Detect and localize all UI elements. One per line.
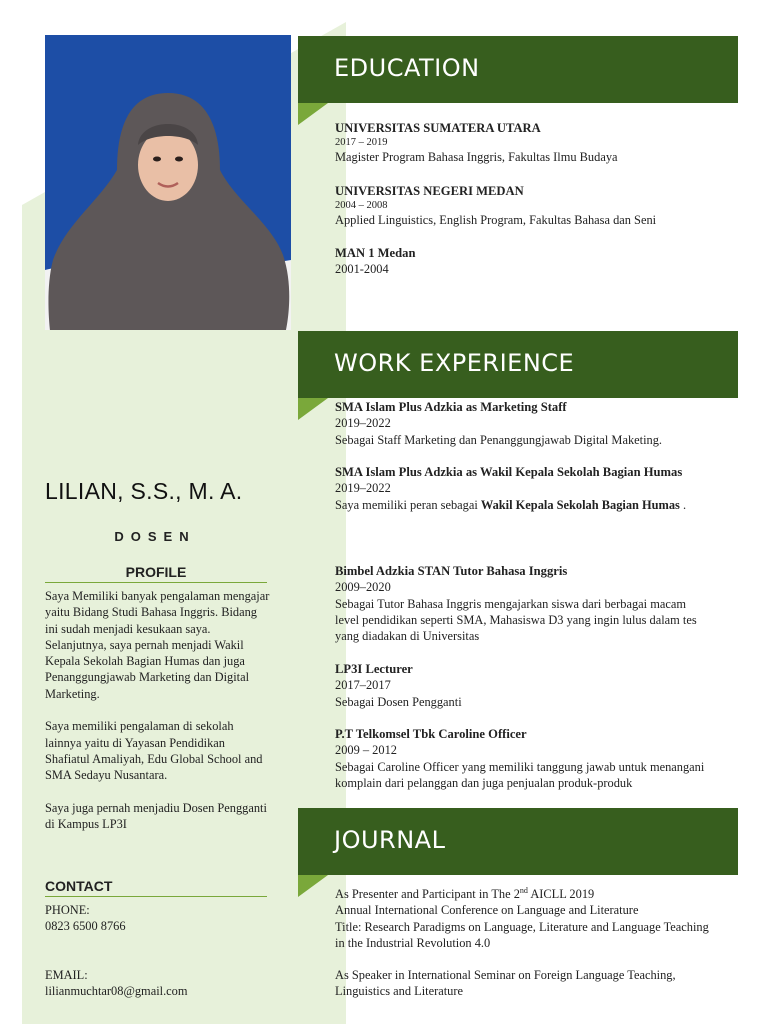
profile-paragraph: Saya Memiliki banyak pengalaman mengajar yaitu Bidang Studi Bahasa Inggris. Bidang ini sudah menjadi kesukaan saya. Selanjutnya, saya pernah menjadi Wakil Kepala Sekolah Bagian Humas dan juga Penanggungjawab Marketing dan Digital Marketing. — [45, 589, 270, 701]
profile-text — [45, 588, 270, 849]
profile-paragraph: Saya juga pernah menjadiu Dosen Pengganti di Kampus LP3I — [45, 800, 267, 832]
education-heading: EDUCATION — [334, 54, 480, 82]
journal-line-text: As Presenter and Participant in The 2 — [335, 887, 520, 901]
work-item — [335, 726, 710, 791]
education-years: 2017 – 2019 — [335, 137, 388, 149]
journal-line: Title: Research Paradigms on Language, Literature and Language Teaching in the Industrial Revolution 4.0 — [335, 919, 709, 950]
work-desc: Sebagai Caroline Officer yang memiliki tanggung jawab untuk menangani komplain dari pelanggan dan juga penjualan produk-produk — [335, 759, 705, 790]
journal-heading: JOURNAL — [334, 826, 446, 854]
work-item — [335, 661, 710, 710]
work-band-corner — [298, 398, 328, 420]
work-band — [298, 331, 738, 398]
education-school: MAN 1 Medan — [335, 246, 416, 260]
work-desc-end: . — [679, 497, 687, 512]
contact-details — [45, 902, 270, 999]
phone-label: PHONE: — [45, 903, 90, 917]
journal-line — [335, 886, 710, 902]
work-heading: WORK EXPERIENCE — [334, 349, 575, 377]
work-desc-text: Saya memiliki peran sebagai — [335, 497, 481, 512]
work-item — [335, 399, 710, 448]
work-desc: Sebagai Tutor Bahasa Inggris mengajarkan siswa dari berbagai macam level pendidikan seperti SMA, Mahasiswa D3 yang ingin lulus dalam tes yang diadakan di Universitas — [335, 596, 697, 644]
work-title: Bimbel Adzkia STAN Tutor Bahasa Inggris — [335, 564, 568, 578]
spacer — [335, 951, 710, 967]
journal-line-end: AICLL 2019 — [527, 887, 595, 901]
phone-number[interactable]: 0823 6500 8766 — [45, 919, 126, 934]
journal-item — [335, 886, 710, 1000]
journal-line-sup: nd — [519, 885, 528, 895]
education-item — [335, 245, 710, 278]
journal-band-corner — [298, 875, 328, 897]
work-years: 2009–2020 — [335, 580, 391, 595]
work-years: 2017–2017 — [335, 678, 391, 693]
journal-line: Annual International Conference on Language and Literature — [335, 903, 639, 918]
work-desc-bold: Wakil Kepala Sekolah Bagian Humas — [480, 497, 680, 512]
education-years: 2001-2004 — [335, 262, 389, 277]
work-title: SMA Islam Plus Adzkia as Marketing Staff — [335, 400, 567, 414]
education-desc: Applied Linguistics, English Program, Fakultas Bahasa dan Seni — [335, 213, 657, 228]
email-address[interactable]: lilianmuchtar08@gmail.com — [45, 983, 188, 998]
work-years: 2019–2022 — [335, 416, 391, 431]
education-item — [335, 120, 710, 166]
work-title: SMA Islam Plus Adzkia as Wakil Kepala Sekolah Bagian Humas — [335, 465, 683, 479]
work-title: P.T Telkomsel Tbk Caroline Officer — [335, 727, 527, 741]
education-desc: Magister Program Bahasa Inggris, Fakultas Ilmu Budaya — [335, 150, 618, 165]
contact-heading: CONTACT — [45, 878, 267, 897]
work-years: 2019–2022 — [335, 481, 391, 496]
person-role: DOSEN — [114, 529, 196, 544]
person-name: LILIAN, S.S., M. A. — [45, 478, 243, 504]
work-desc: Sebagai Staff Marketing dan Penanggungjawab Digital Maketing. — [335, 432, 663, 447]
work-item — [335, 563, 710, 644]
profile-paragraph: Saya memiliki pengalaman di sekolah lainnya yaitu di Yayasan Pendidikan Shafiatul Amaliyah, Edu Global School and SMA Sedayu Nusantara. — [45, 719, 263, 783]
work-item — [335, 464, 710, 513]
work-years: 2009 – 2012 — [335, 743, 397, 758]
education-item — [335, 183, 710, 229]
journal-band — [298, 808, 738, 875]
journal-line: As Speaker in International Seminar on Foreign Language Teaching, Linguistics and Literature — [335, 968, 676, 999]
profile-heading: PROFILE — [45, 564, 267, 583]
education-band-corner — [298, 103, 328, 125]
work-title: LP3I Lecturer — [335, 662, 413, 676]
education-school: UNIVERSITAS NEGERI MEDAN — [335, 184, 524, 198]
profile-photo — [45, 35, 291, 330]
work-desc: Sebagai Dosen Pengganti — [335, 694, 462, 709]
education-years: 2004 – 2008 — [335, 200, 388, 212]
education-school: UNIVERSITAS SUMATERA UTARA — [335, 121, 541, 135]
education-band — [298, 36, 738, 103]
email-label: EMAIL: — [45, 967, 88, 982]
work-desc — [335, 497, 710, 513]
spacer — [45, 935, 270, 967]
